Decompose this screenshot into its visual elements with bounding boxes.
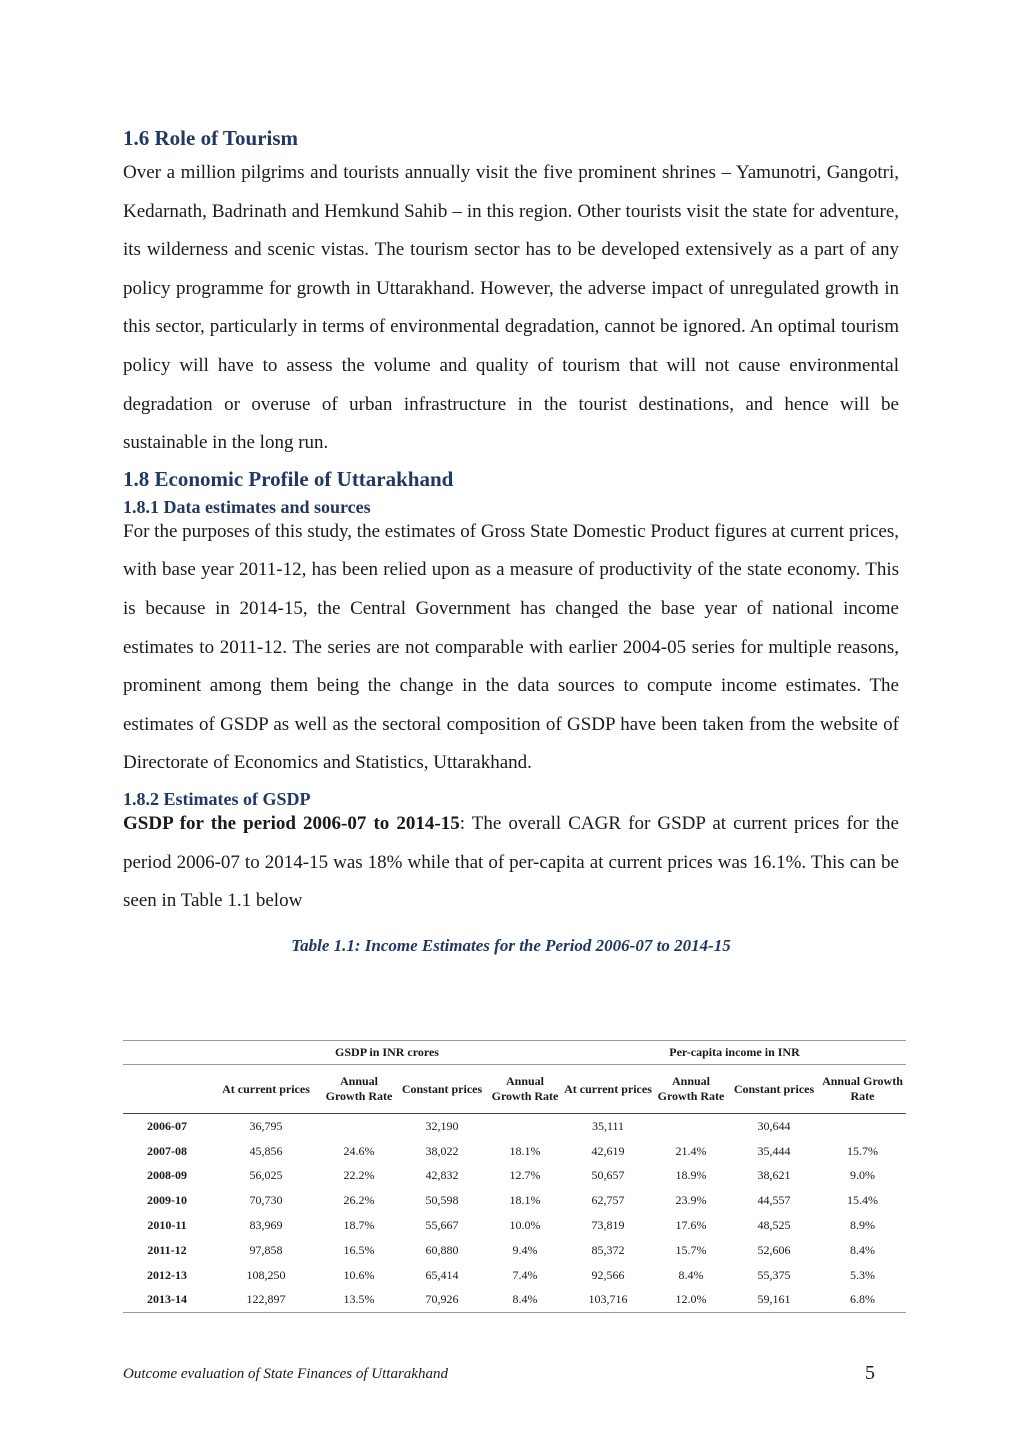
table-cell: 15.7%	[675, 1242, 707, 1257]
table-cell: 70,926	[397, 1288, 487, 1313]
table-cell: 13.5%	[321, 1288, 397, 1313]
table-cell: 8.4%	[850, 1242, 875, 1257]
table-cell	[321, 1114, 397, 1139]
table-row	[123, 1238, 906, 1263]
header-pc-growth-rate: Annual Growth Rate	[653, 1065, 729, 1114]
subheading-data-estimates: 1.8.1 Data estimates and sources	[123, 496, 371, 517]
table-cell: 32,190	[425, 1118, 459, 1133]
table-cell: 52,606	[757, 1242, 791, 1257]
table-cell: 59,161	[729, 1288, 819, 1313]
table-cell: 42,619	[591, 1143, 625, 1158]
table-cell: 108,250	[246, 1267, 286, 1282]
table-cell: 18.7%	[343, 1218, 375, 1233]
table-cell: 5.3%	[850, 1267, 875, 1282]
table-cell: 8.4%	[678, 1267, 704, 1282]
table-cell: 62,757	[591, 1193, 625, 1208]
table-cell: 7.4%	[512, 1267, 538, 1282]
paragraph-gsdp-estimates	[123, 805, 899, 921]
table-cell: 56,025	[249, 1168, 283, 1183]
table-cell: 24.6%	[343, 1143, 375, 1158]
header-year	[123, 1065, 211, 1114]
paragraph-data-estimates: For the purposes of this study, the estimates of Gross State Domestic Product figures at current prices, with base year 2011-12, has been relied upon as a measure of productivity of the state economy. This is because in 2014-15, the Central Government has changed the base year of national income estimates to 2011-12. The series are not comparable with earlier 2004-05 series for multiple reasons, prominent among them being the change in the data sources to compute income estimates. The estimates of GSDP as well as the sectoral composition of GSDP have been taken from the website of Directorate of Economics and Statistics, Uttarakhand.	[123, 520, 899, 774]
table-cell: 103,716	[563, 1288, 653, 1313]
table-cell: 42,832	[425, 1168, 459, 1183]
table-cell: 22.2%	[343, 1168, 375, 1183]
table-cell-year: 2008-09	[147, 1168, 187, 1183]
table-cell: 44,557	[757, 1193, 791, 1208]
table-cell: 9.4%	[512, 1242, 538, 1257]
table-cell	[819, 1114, 906, 1139]
header-growth-rate: Annual Growth Rate	[321, 1065, 397, 1114]
header-current-prices: At current prices	[211, 1065, 321, 1114]
table-cell: 18.1%	[509, 1143, 541, 1158]
table-cell: 38,022	[425, 1143, 459, 1158]
table-cell: 38,621	[757, 1168, 791, 1183]
table-cell-year: 2011-12	[147, 1242, 187, 1257]
header-pc-growth-rate: Annual Growth Rate	[819, 1065, 906, 1114]
header-constant-prices: Constant prices	[397, 1065, 487, 1114]
table-cell: 35,444	[757, 1143, 791, 1158]
table-cell	[653, 1114, 729, 1139]
table-row	[123, 1188, 906, 1213]
table-title: Table 1.1: Income Estimates for the Period 2006-07 to 2014-15	[291, 935, 731, 955]
table-cell-year: 2010-11	[147, 1218, 187, 1233]
table-cell: 10.0%	[509, 1218, 541, 1233]
table-cell: 12.7%	[509, 1168, 541, 1183]
table-cell: 36,795	[249, 1118, 283, 1133]
subheading-gsdp-estimates: 1.8.2 Estimates of GSDP	[123, 788, 311, 809]
header-blank	[123, 1041, 211, 1065]
table-cell: 9.0%	[850, 1168, 875, 1183]
table-cell-year: 2007-08	[147, 1143, 187, 1158]
table-cell: 48,525	[757, 1218, 791, 1233]
table-cell: 6.8%	[819, 1288, 906, 1313]
table-row	[123, 1288, 906, 1313]
paragraph-lead: GSDP for the period 2006-07 to 2014-15	[123, 812, 460, 834]
table-cell: 10.6%	[343, 1267, 375, 1282]
table-cell: 55,667	[425, 1218, 459, 1233]
paragraph-tourism: Over a million pilgrims and tourists annually visit the five prominent shrines – Yamunotri, Gangotri, Kedarnath, Badrinath and Hemkund Sahib – in this region. Other tourists visit the state for adventure, its wilderness and scenic vistas. The tourism sector has to be developed extensively as a part of any policy programme for growth in Uttarakhand. However, the adverse impact of unregulated growth in this sector, particularly in terms of environmental degradation, cannot be ignored. An optimal tourism policy will have to assess the volume and quality of tourism that will not cause environmental degradation or overuse of urban infrastructure in the tourist destinations, and hence will be sustainable in the long run.	[123, 162, 899, 454]
table-cell: 35,111	[591, 1118, 625, 1133]
section-heading-economic: 1.8 Economic Profile of Uttarakhand	[123, 466, 454, 491]
section-heading-tourism: 1.6 Role of Tourism	[123, 126, 299, 150]
table-cell-year: 2009-10	[147, 1193, 187, 1208]
table-cell: 8.4%	[487, 1288, 563, 1313]
table-cell: 50,657	[591, 1168, 625, 1183]
paragraph-text: : The overall CAGR for GSDP at current prices for the period 2006-07 to 2014-15 was 18% while that of per-capita at current prices was 16.1%. This can be seen in Table 1.1 below	[123, 812, 899, 912]
table-cell: 23.9%	[675, 1193, 707, 1208]
table-cell-year: 2012-13	[147, 1267, 187, 1282]
page-content	[123, 122, 899, 957]
table-cell: 122,897	[211, 1288, 321, 1313]
table-cell: 92,566	[591, 1267, 625, 1282]
table-cell: 17.6%	[675, 1218, 707, 1233]
table-cell: 85,372	[591, 1242, 625, 1257]
table-cell: 18.1%	[509, 1193, 541, 1208]
table-cell: 65,414	[425, 1267, 459, 1282]
income-estimates-table	[123, 1040, 906, 1313]
table-row	[123, 1164, 906, 1189]
footer-title: Outcome evaluation of State Finances of Uttarakhand	[123, 1366, 448, 1382]
header-growth-rate: Annual Growth Rate	[487, 1065, 563, 1114]
table-cell: 16.5%	[343, 1242, 375, 1257]
table-cell: 18.9%	[675, 1168, 707, 1183]
header-gsdp-group: GSDP in INR crores	[211, 1041, 563, 1065]
header-pc-current-prices: At current prices	[563, 1065, 653, 1114]
table-row	[123, 1139, 906, 1164]
table-cell: 73,819	[591, 1218, 625, 1233]
table-cell: 12.0%	[653, 1288, 729, 1313]
table-cell: 50,598	[425, 1193, 459, 1208]
table-row	[123, 1213, 906, 1238]
table-cell: 8.9%	[850, 1218, 875, 1233]
page-number: 5	[865, 1362, 875, 1384]
table-cell: 15.4%	[847, 1193, 878, 1208]
header-pc-constant-prices: Constant prices	[729, 1065, 819, 1114]
table-cell: 45,856	[249, 1143, 283, 1158]
table-cell: 30,644	[757, 1118, 791, 1133]
table-row	[123, 1263, 906, 1288]
table-cell: 60,880	[425, 1242, 459, 1257]
table-cell: 97,858	[249, 1242, 283, 1257]
table-cell	[487, 1114, 563, 1139]
table-cell: 26.2%	[343, 1193, 375, 1208]
table-cell: 55,375	[757, 1267, 791, 1282]
header-percapita-group: Per-capita income in INR	[563, 1041, 906, 1065]
table-cell-year: 2013-14	[123, 1288, 211, 1313]
table-cell: 83,969	[249, 1218, 283, 1233]
table-cell-year: 2006-07	[147, 1118, 187, 1133]
table-cell: 21.4%	[675, 1143, 707, 1158]
table-row	[123, 1114, 906, 1139]
table-cell: 15.7%	[847, 1143, 878, 1158]
table-cell: 70,730	[249, 1193, 283, 1208]
